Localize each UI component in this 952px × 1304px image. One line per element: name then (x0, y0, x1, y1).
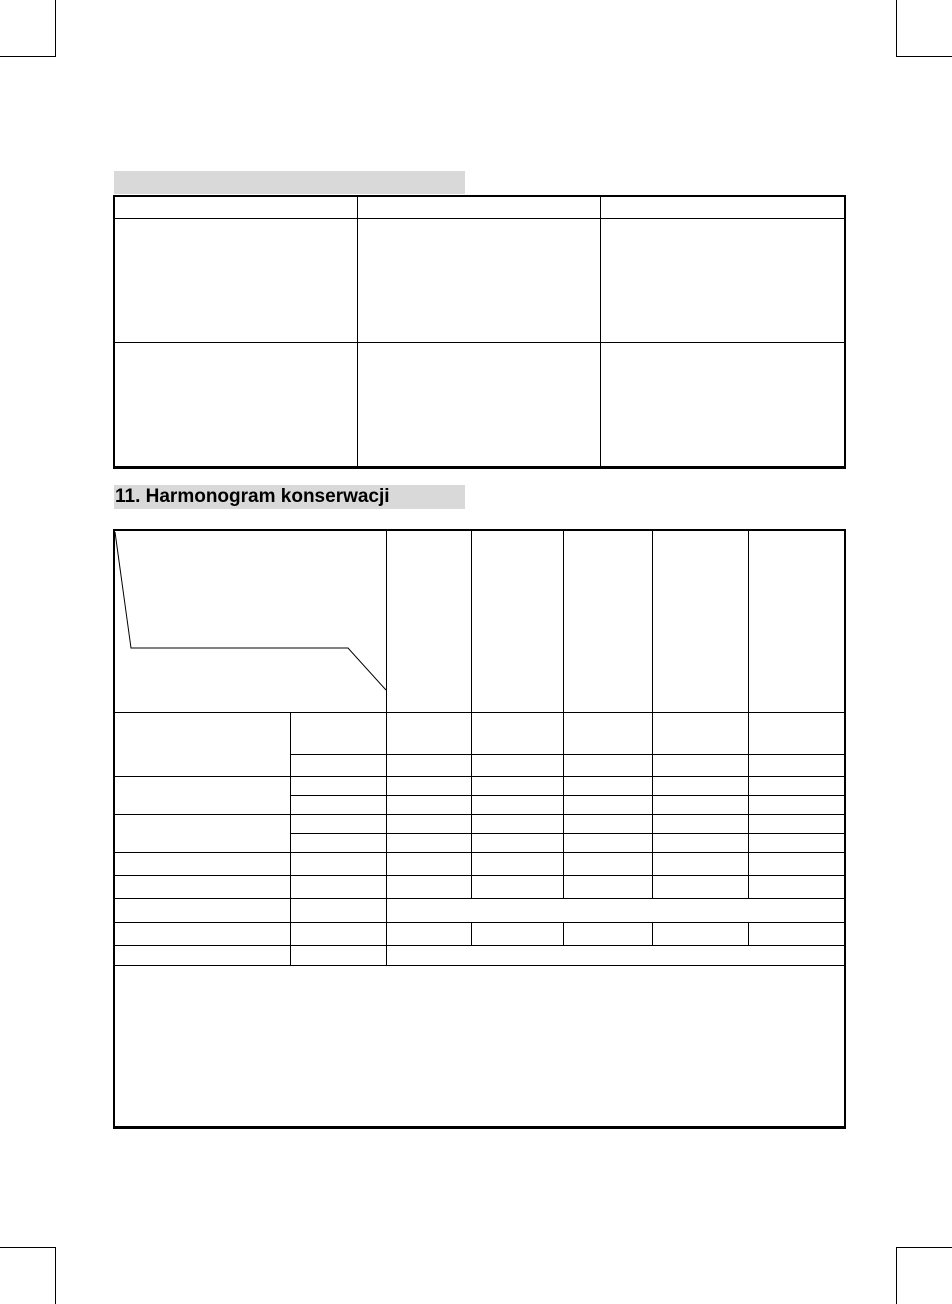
maintenance-schedule-table-frame (113, 529, 846, 1129)
crop-mark-top-right-horizontal (896, 56, 952, 57)
crop-mark-top-right-vertical (896, 0, 897, 57)
crop-mark-bottom-right-horizontal (896, 1247, 952, 1248)
upper-table-frame (113, 195, 846, 469)
crop-mark-top-left-vertical (55, 0, 56, 57)
section-11-title: 11. Harmonogram konserwacji (115, 486, 390, 507)
crop-mark-bottom-right-vertical (896, 1247, 897, 1304)
section-header-bar (114, 171, 465, 194)
crop-mark-bottom-left-horizontal (0, 1247, 56, 1248)
crop-mark-bottom-left-vertical (55, 1247, 56, 1304)
crop-mark-top-left-horizontal (0, 56, 56, 57)
